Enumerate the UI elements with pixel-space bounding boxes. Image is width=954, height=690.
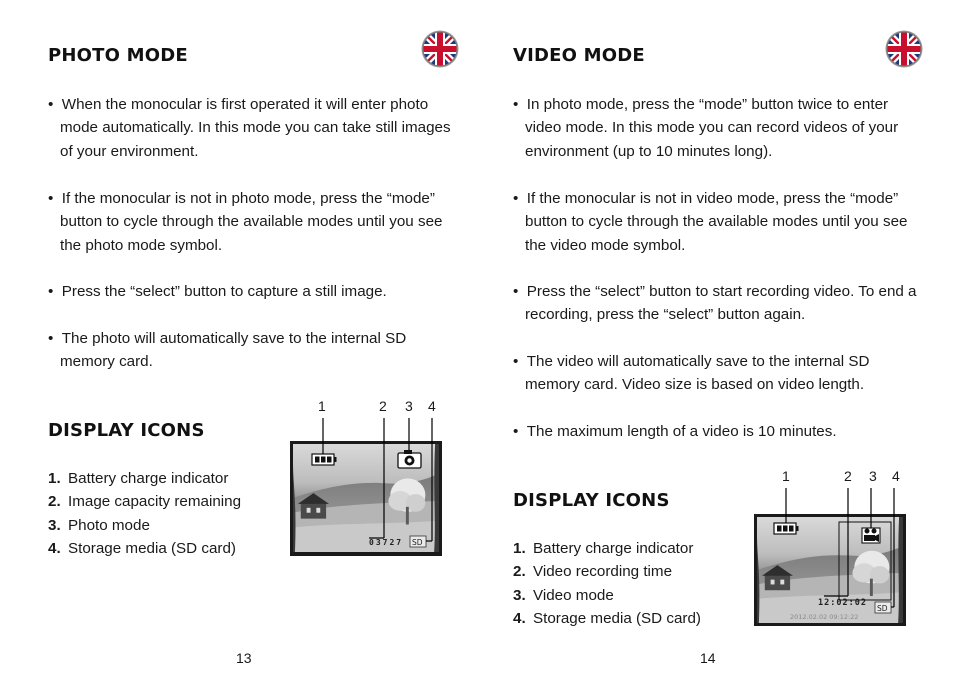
callout-number: 3: [405, 398, 413, 414]
callout-number: 2: [844, 468, 852, 484]
list-item: 3. Photo mode: [48, 516, 150, 534]
video-bullet-2: • If the monocular is not in video mode, press the “mode” button to cycle through the available modes until you see the video mode symbol.: [513, 187, 925, 257]
display-icons-list: [48, 467, 241, 561]
battery-icon: [774, 523, 799, 534]
sd-card-icon: [410, 536, 426, 547]
page-number: 14: [700, 650, 716, 666]
svg-text:SD: SD: [877, 604, 888, 613]
battery-icon: [312, 454, 337, 465]
photo-bullet-4: • The photo will automatically save to the internal SD memory card.: [48, 327, 460, 374]
video-bullet-1: • In photo mode, press the “mode” button twice to enter video mode. In this mode you can record videos of your environment (up to 10 minutes long).: [513, 93, 925, 163]
date-time-stamp: 2012.02.02 09:12:22: [790, 613, 859, 621]
video-bullet-3: • Press the “select” button to start recording video. To end a recording, press the “select” button again.: [513, 280, 925, 327]
callout-number: 4: [892, 468, 900, 484]
capacity-counter: 03727: [369, 538, 404, 547]
photo-mode-heading: PHOTO MODE: [48, 45, 188, 66]
video-bullet-5: • The maximum length of a video is 10 minutes.: [513, 420, 925, 443]
photo-bullet-3: • Press the “select” button to capture a still image.: [48, 280, 460, 303]
display-icons-list: [513, 537, 701, 631]
callout-number: 1: [318, 398, 326, 414]
callout-number: 2: [379, 398, 387, 414]
photo-bullet-2: • If the monocular is not in photo mode, press the “mode” button to cycle through the available modes until you see the photo mode symbol.: [48, 187, 460, 257]
video-bullet-4: • The video will automatically save to the internal SD memory card. Video size is based on video length.: [513, 350, 925, 397]
display-icons-heading: DISPLAY ICONS: [48, 420, 205, 441]
callout-number: 4: [428, 398, 436, 414]
list-item: 4. Storage media (SD card): [513, 610, 701, 628]
list-item: 2. Video recording time: [513, 563, 673, 581]
list-item: 2. Image capacity remaining: [48, 493, 242, 511]
list-item: 1. Battery charge indicator: [48, 470, 229, 487]
callout-number: 1: [782, 468, 790, 484]
photo-mode-display-screen: [290, 418, 442, 556]
camera-icon: [398, 450, 421, 468]
photo-bullet-1: • When the monocular is first operated it will enter photo mode automatically. In this mode you can take still images of your environment.: [48, 93, 455, 163]
uk-flag-icon: [421, 30, 459, 68]
uk-flag-icon: [885, 30, 923, 68]
recording-time: 12:02:02: [818, 598, 867, 608]
list-item: 1. Battery charge indicator: [513, 540, 694, 557]
list-item: 4. Storage media (SD card): [48, 540, 236, 558]
list-item: 3. Video mode: [513, 586, 614, 604]
sd-card-icon: [875, 602, 891, 613]
page-number: 13: [236, 650, 252, 666]
display-icons-heading: DISPLAY ICONS: [513, 490, 670, 511]
callout-number: 3: [869, 468, 877, 484]
svg-text:SD: SD: [412, 538, 423, 547]
right-page: [477, 0, 954, 690]
video-mode-display-screen: [754, 488, 906, 626]
video-mode-heading: VIDEO MODE: [513, 45, 645, 66]
